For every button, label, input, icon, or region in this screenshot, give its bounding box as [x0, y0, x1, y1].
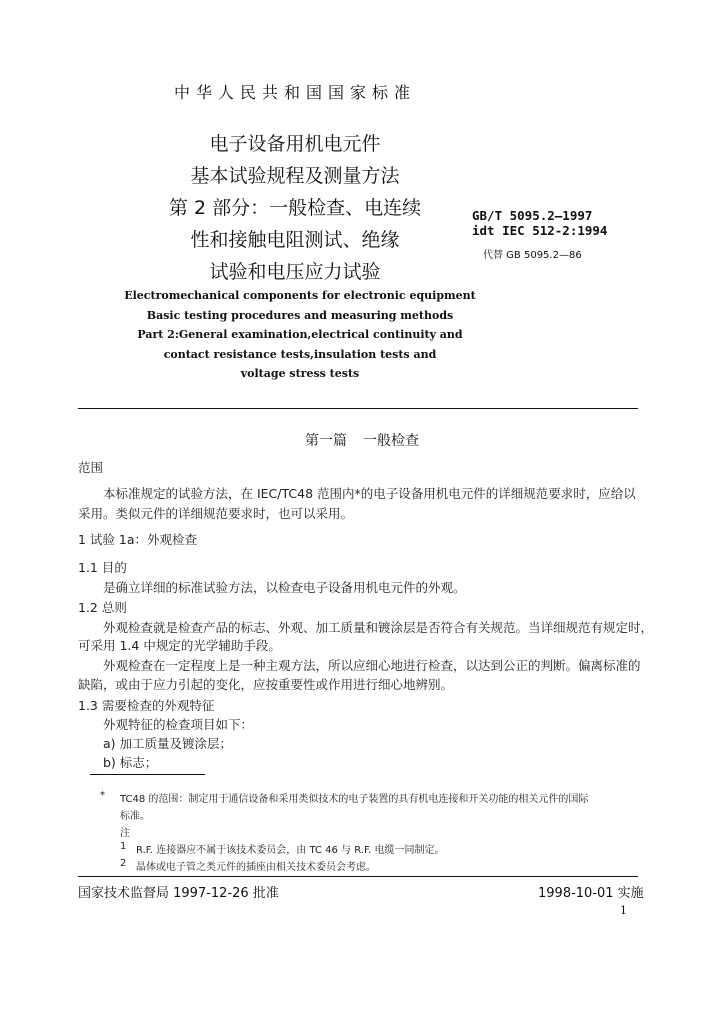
cn-title-line-4: 性和接触电阻测试、绝缘: [190, 229, 400, 251]
section-1-2-para-2-line-1: 外观检查在一定程度上是一种主观方法，所以应细心地进行检查，以达到公正的判断。偏离标准的: [103, 658, 641, 673]
part-label: 第一篇: [305, 433, 347, 449]
en-title-line-2: Basic testing procedures and measuring methods: [146, 308, 454, 322]
section-1-3-intro: 外观特征的检查项目如下：: [103, 717, 254, 732]
standard-number-block: [472, 208, 607, 238]
page-number: 1: [620, 904, 627, 917]
en-title-line-5: voltage stress tests: [240, 367, 360, 380]
cn-title-line-5: 试验和电压应力试验: [209, 261, 381, 283]
footnote-line-1: TC48 的范围：制定用于通信设备和采用类似技术的电子装置的具有机电连接和开关功能的相关元件的国际: [120, 794, 589, 805]
section-1-2-para-1-line-2: 可采用 1.4 中规定的光学辅助手段。: [78, 638, 281, 653]
footnote-divider: [90, 774, 205, 775]
section-1-heading: 1 试验 1a：外观检查: [78, 532, 198, 547]
section-1-3-heading: 1.3 需要检查的外观特征: [78, 698, 215, 713]
footnote-line-2: 标准。: [120, 811, 150, 822]
scope-paragraph-line-2: 采用。类似元件的详细规范要求时，也可以采用。: [78, 506, 354, 521]
header-divider: [78, 408, 638, 409]
national-standard-heading: 中华人民共和国国家标准: [173, 83, 416, 102]
cn-title-line-1: 电子设备用机电元件: [209, 133, 381, 155]
idt-reference: idt IEC 512-2:1994: [472, 223, 608, 238]
en-title-line-3: Part 2:General examination,electrical continuity and: [137, 328, 463, 341]
en-title-line-4: contact resistance tests,insulation tests and: [163, 347, 437, 361]
effective-date: 1998-10-01 实施: [538, 886, 644, 901]
footnote-note-1: R.F. 连接器应不属于该技术委员会，由 TC 46 与 R.F. 电缆一同制定。: [136, 845, 445, 856]
footnote-note-2: 晶体或电子管之类元件的插座由相关技术委员会考虑。: [136, 862, 376, 873]
footnote-note-1-num: 1: [120, 841, 127, 852]
standard-number: GB/T 5095.2—1997: [472, 208, 593, 223]
footnote-note-2-num: 2: [120, 858, 127, 869]
cn-title-line-2: 基本试验规程及测量方法: [190, 165, 400, 187]
scope-paragraph-line-1: 本标准规定的试验方法，在 IEC/TC48 范围内*的电子设备用机电元件的详细规范要求时，应给以: [103, 486, 636, 501]
scope-heading: 范围: [78, 460, 104, 475]
section-1-3-item-b: b) 标志；: [103, 755, 158, 770]
section-1-2-heading: 1.2 总则: [78, 600, 127, 615]
chinese-title: [150, 128, 440, 288]
footnote-note-label: 注: [120, 828, 130, 839]
section-1-1-heading: 1.1 目的: [78, 560, 127, 575]
footer-divider: [78, 876, 638, 877]
section-1-2-para-2-line-2: 缺陷，或由于应力引起的变化，应按重要性或作用进行细心地辨别。: [78, 677, 454, 692]
part-title: 一般检查: [363, 433, 419, 449]
replaces-reference: 代替 GB 5095.2—86: [483, 250, 582, 261]
approval-date: 国家技术监督局 1997-12-26 批准: [78, 886, 279, 901]
footnote-star: *: [100, 790, 105, 801]
section-1-3-item-a: a) 加工质量及镀涂层；: [103, 736, 233, 751]
section-1-1-text: 是确立详细的标准试验方法，以检查电子设备用机电元件的外观。: [103, 580, 466, 595]
part-heading: [0, 430, 724, 450]
cn-title-line-3: 第 2 部分：一般检查、电连续: [168, 197, 422, 219]
section-1-2-para-1-line-1: 外观检查就是检查产品的标志、外观、加工质量和镀涂层是否符合有关规范。当详细规范有规定时，: [103, 620, 654, 635]
english-title: [100, 286, 500, 384]
en-title-line-1: Electromechanical components for electronic equipment: [124, 289, 476, 302]
